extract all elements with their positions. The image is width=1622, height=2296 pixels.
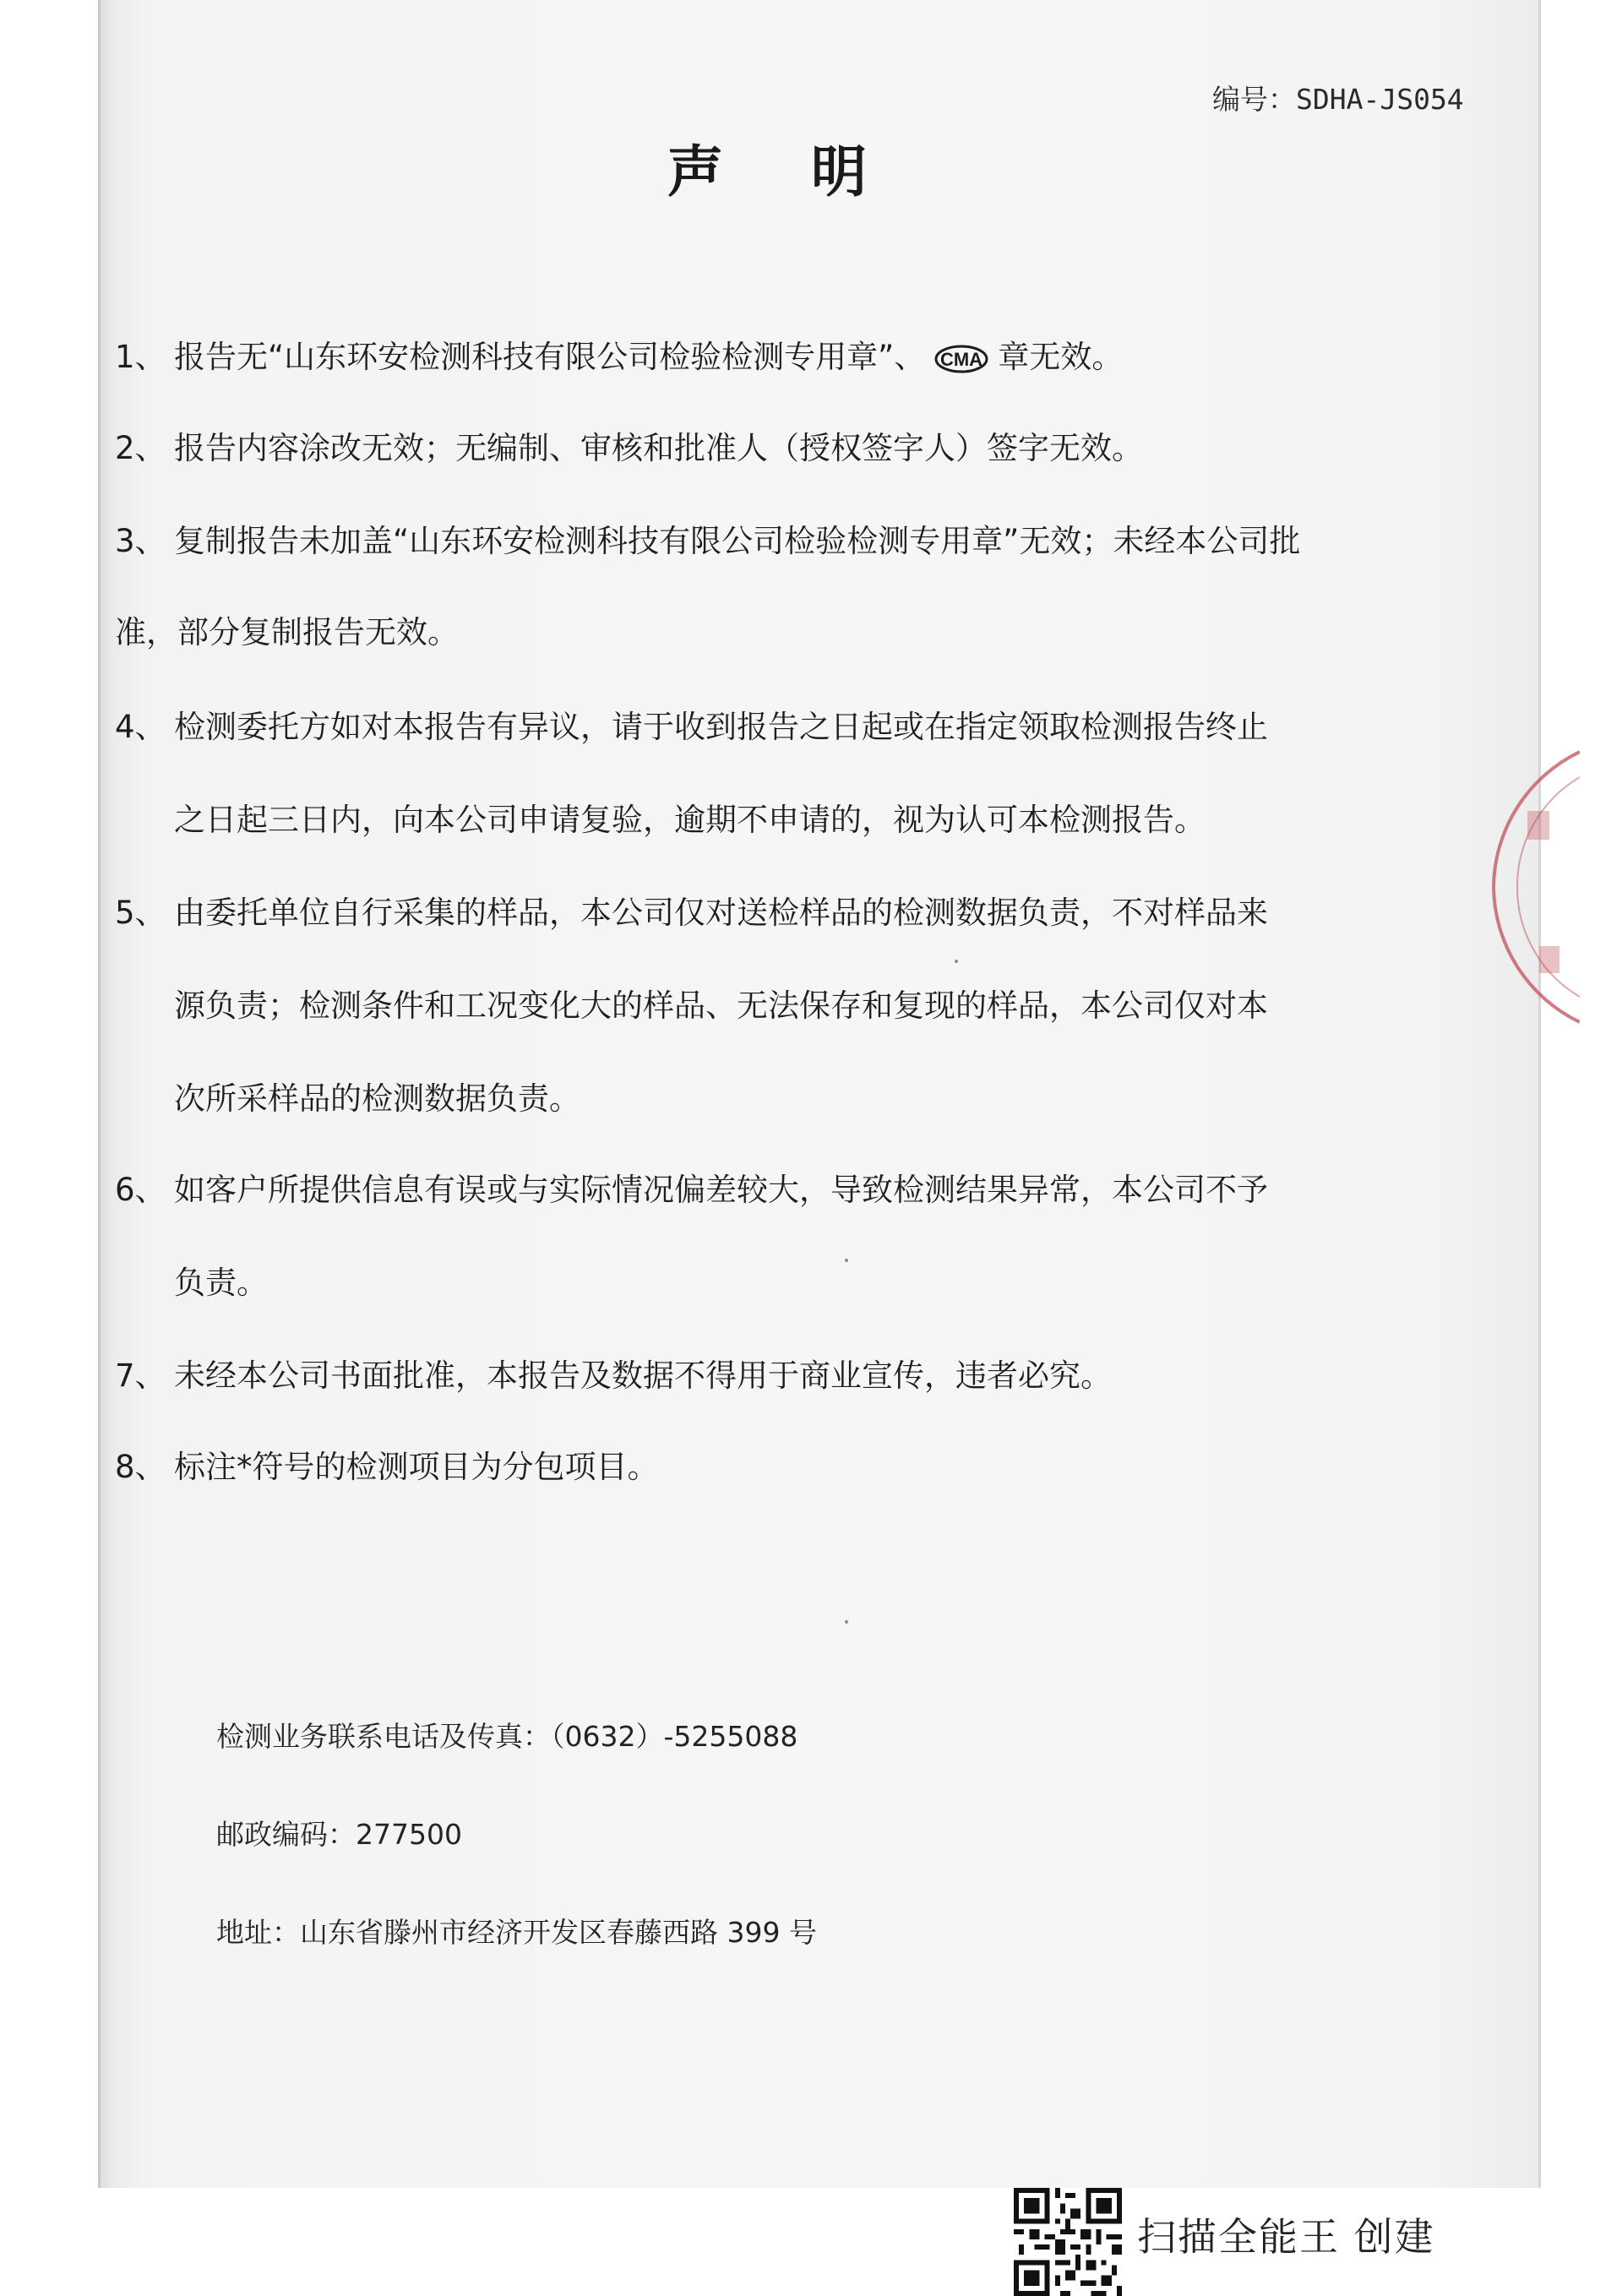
item-5-line-1: 由委托单位自行采集的样品，本公司仅对送检样品的检测数据负责，不对样品来 xyxy=(174,895,1268,931)
item-1-line-1b: 章无效。 xyxy=(998,339,1124,375)
scan-speck xyxy=(955,960,958,963)
item-1-number: 1、 xyxy=(115,339,166,375)
document-number: 编号：SDHA-JS054 xyxy=(1212,83,1464,116)
partial-seal-icon xyxy=(1487,743,1580,1031)
item-2-line-1: 报告内容涂改无效；无编制、审核和批准人（授权签字人）签字无效。 xyxy=(174,430,1143,466)
item-1-line-1: 报告无“山东环安检测科技有限公司检验检测专用章”、 xyxy=(174,339,926,375)
item-4-number: 4、 xyxy=(115,709,166,745)
item-7-line-1: 未经本公司书面批准，本报告及数据不得用于商业宣传，违者必究。 xyxy=(174,1357,1112,1394)
item-3-line-2: 准，部分复制报告无效。 xyxy=(115,614,459,650)
item-8-line-1: 标注*符号的检测项目为分包项目。 xyxy=(174,1449,659,1485)
contact-postcode: 邮政编码：277500 xyxy=(216,1818,462,1851)
item-3-line-1: 复制报告未加盖“山东环安检测科技有限公司检验检测专用章”无效；未经本公司批 xyxy=(174,523,1301,559)
scan-speck xyxy=(845,1620,848,1624)
contact-address: 地址：山东省滕州市经济开发区春藤西路 399 号 xyxy=(216,1916,817,1949)
item-6-number: 6、 xyxy=(115,1172,166,1208)
page-title: 声明 xyxy=(667,139,955,204)
item-1-text xyxy=(174,331,1123,377)
item-8-number: 8、 xyxy=(115,1449,166,1485)
scan-speck xyxy=(845,1259,848,1262)
item-7-number: 7、 xyxy=(115,1357,166,1394)
qr-code-icon xyxy=(1014,2188,1122,2296)
item-2-number: 2、 xyxy=(115,430,166,466)
item-6-line-1: 如客户所提供信息有误或与实际情况偏差较大，导致检测结果异常，本公司不予 xyxy=(174,1172,1268,1208)
item-5-number: 5、 xyxy=(115,895,166,931)
item-5-line-3: 次所采样品的检测数据负责。 xyxy=(174,1080,580,1117)
cma-mark-icon xyxy=(933,344,989,374)
item-4-line-1: 检测委托方如对本报告有异议，请于收到报告之日起或在指定领取检测报告终止 xyxy=(174,709,1268,745)
item-6-line-2: 负责。 xyxy=(174,1265,268,1301)
item-3-number: 3、 xyxy=(115,523,166,559)
contact-phone-fax: 检测业务联系电话及传真：（0632）-5255088 xyxy=(216,1720,798,1753)
cma-mark-text: CMA xyxy=(940,348,983,370)
item-5-line-2: 源负责；检测条件和工况变化大的样品、无法保存和复现的样品，本公司仅对本 xyxy=(174,987,1268,1024)
scanner-watermark: 扫描全能王 创建 xyxy=(1137,2214,1435,2260)
item-4-line-2: 之日起三日内，向本公司申请复验，逾期不申请的，视为认可本检测报告。 xyxy=(174,802,1206,838)
